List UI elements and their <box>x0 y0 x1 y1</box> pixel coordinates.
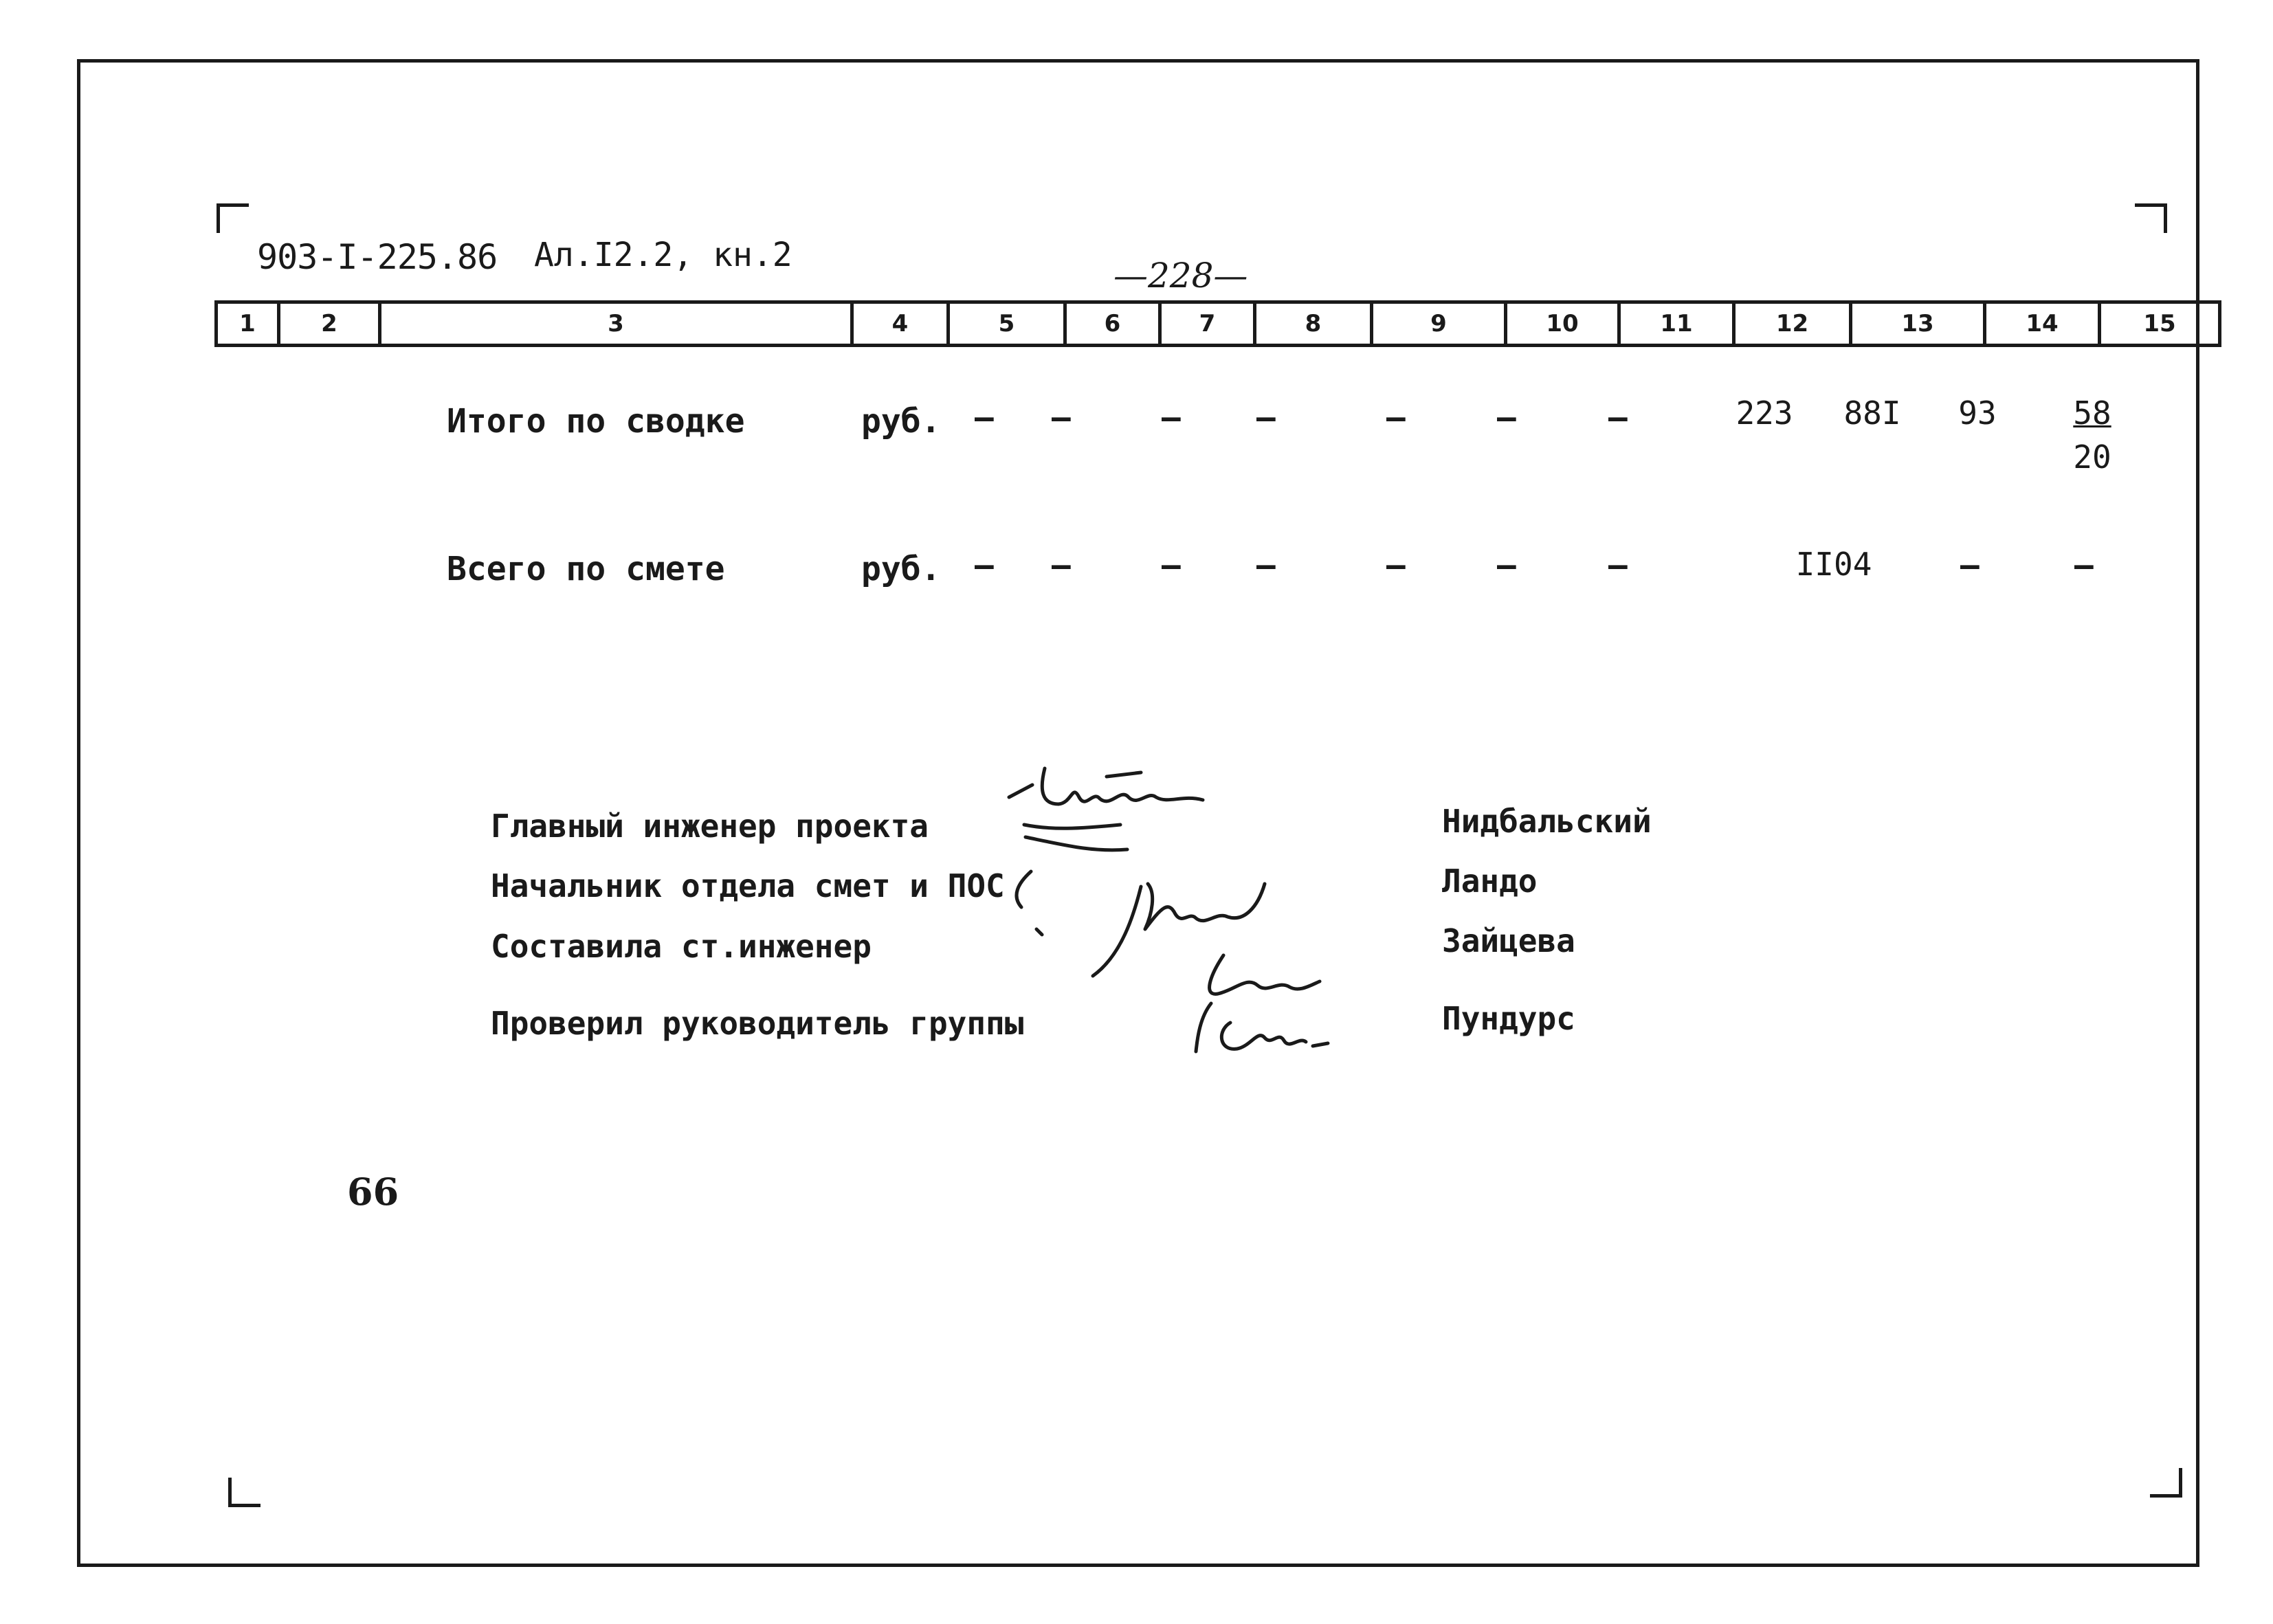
signer-role: Проверил руководитель группы <box>491 1005 1024 1042</box>
value-col-15-denominator: 20 <box>2073 438 2111 476</box>
column-number: 3 <box>380 302 852 346</box>
empty-cell-dash: – <box>1162 546 1181 583</box>
column-number: 2 <box>279 302 380 346</box>
signer-role: Главный инженер проекта <box>491 808 929 845</box>
corner-mark-top-left <box>217 203 249 233</box>
value-col-12-13: II04 <box>1795 546 1872 583</box>
page-number: —228— <box>1113 256 1248 296</box>
handwritten-signatures <box>976 749 1416 1065</box>
column-number: 4 <box>852 302 949 346</box>
empty-cell-dash: – <box>1497 399 1516 436</box>
empty-cell-dash: – <box>1052 546 1071 583</box>
value-col-13: 88I <box>1843 394 1901 432</box>
empty-cell-dash: – <box>2074 546 2094 583</box>
signer-role: Начальник отдела смет и ПОС <box>491 867 1005 904</box>
column-number: 14 <box>1985 302 2100 346</box>
footer-mark: 66 <box>347 1170 399 1214</box>
column-number: 6 <box>1065 302 1160 346</box>
signer-role: Составила ст.инженер <box>491 928 872 965</box>
column-number: 8 <box>1255 302 1372 346</box>
row-unit: руб. <box>861 402 941 441</box>
corner-mark-bottom-left <box>228 1478 260 1507</box>
column-number: 11 <box>1619 302 1734 346</box>
corner-mark-top-right <box>2135 203 2167 233</box>
empty-cell-dash: – <box>1162 399 1181 436</box>
column-number: 15 <box>2100 302 2220 346</box>
empty-cell-dash: – <box>975 399 994 436</box>
value-col-12: 223 <box>1736 394 1793 432</box>
value-col-14: 93 <box>1958 394 1997 432</box>
signer-name: Зайцева <box>1442 922 1575 959</box>
empty-cell-dash: – <box>1256 399 1276 436</box>
column-number: 5 <box>949 302 1065 346</box>
signer-name: Нидбальский <box>1442 803 1652 840</box>
empty-cell-dash: – <box>1497 546 1516 583</box>
empty-cell-dash: – <box>1386 399 1406 436</box>
empty-cell-dash: – <box>1256 546 1276 583</box>
empty-cell-dash: – <box>975 546 994 583</box>
column-number: 13 <box>1851 302 1985 346</box>
signer-name: Пундурс <box>1442 1000 1575 1037</box>
empty-cell-dash: – <box>1386 546 1406 583</box>
column-number: 7 <box>1160 302 1255 346</box>
empty-cell-dash: – <box>1608 546 1628 583</box>
document-code: 903-I-225.86 <box>257 237 498 277</box>
empty-cell-dash: – <box>1608 399 1628 436</box>
column-number-header <box>214 300 2221 347</box>
column-number: 12 <box>1734 302 1851 346</box>
empty-cell-dash: – <box>1960 546 1980 583</box>
column-number: 9 <box>1372 302 1506 346</box>
signer-name: Ландо <box>1442 863 1538 900</box>
sheet-reference: Ал.I2.2, кн.2 <box>534 236 792 274</box>
row-unit: руб. <box>861 550 941 588</box>
empty-cell-dash: – <box>1052 399 1071 436</box>
column-number: 10 <box>1506 302 1619 346</box>
corner-mark-bottom-right <box>2150 1468 2182 1498</box>
row-label: Всего по смете <box>447 550 725 588</box>
value-col-15-numerator: 58 <box>2073 394 2111 432</box>
row-label: Итого по сводке <box>447 402 745 441</box>
column-number: 1 <box>217 302 279 346</box>
